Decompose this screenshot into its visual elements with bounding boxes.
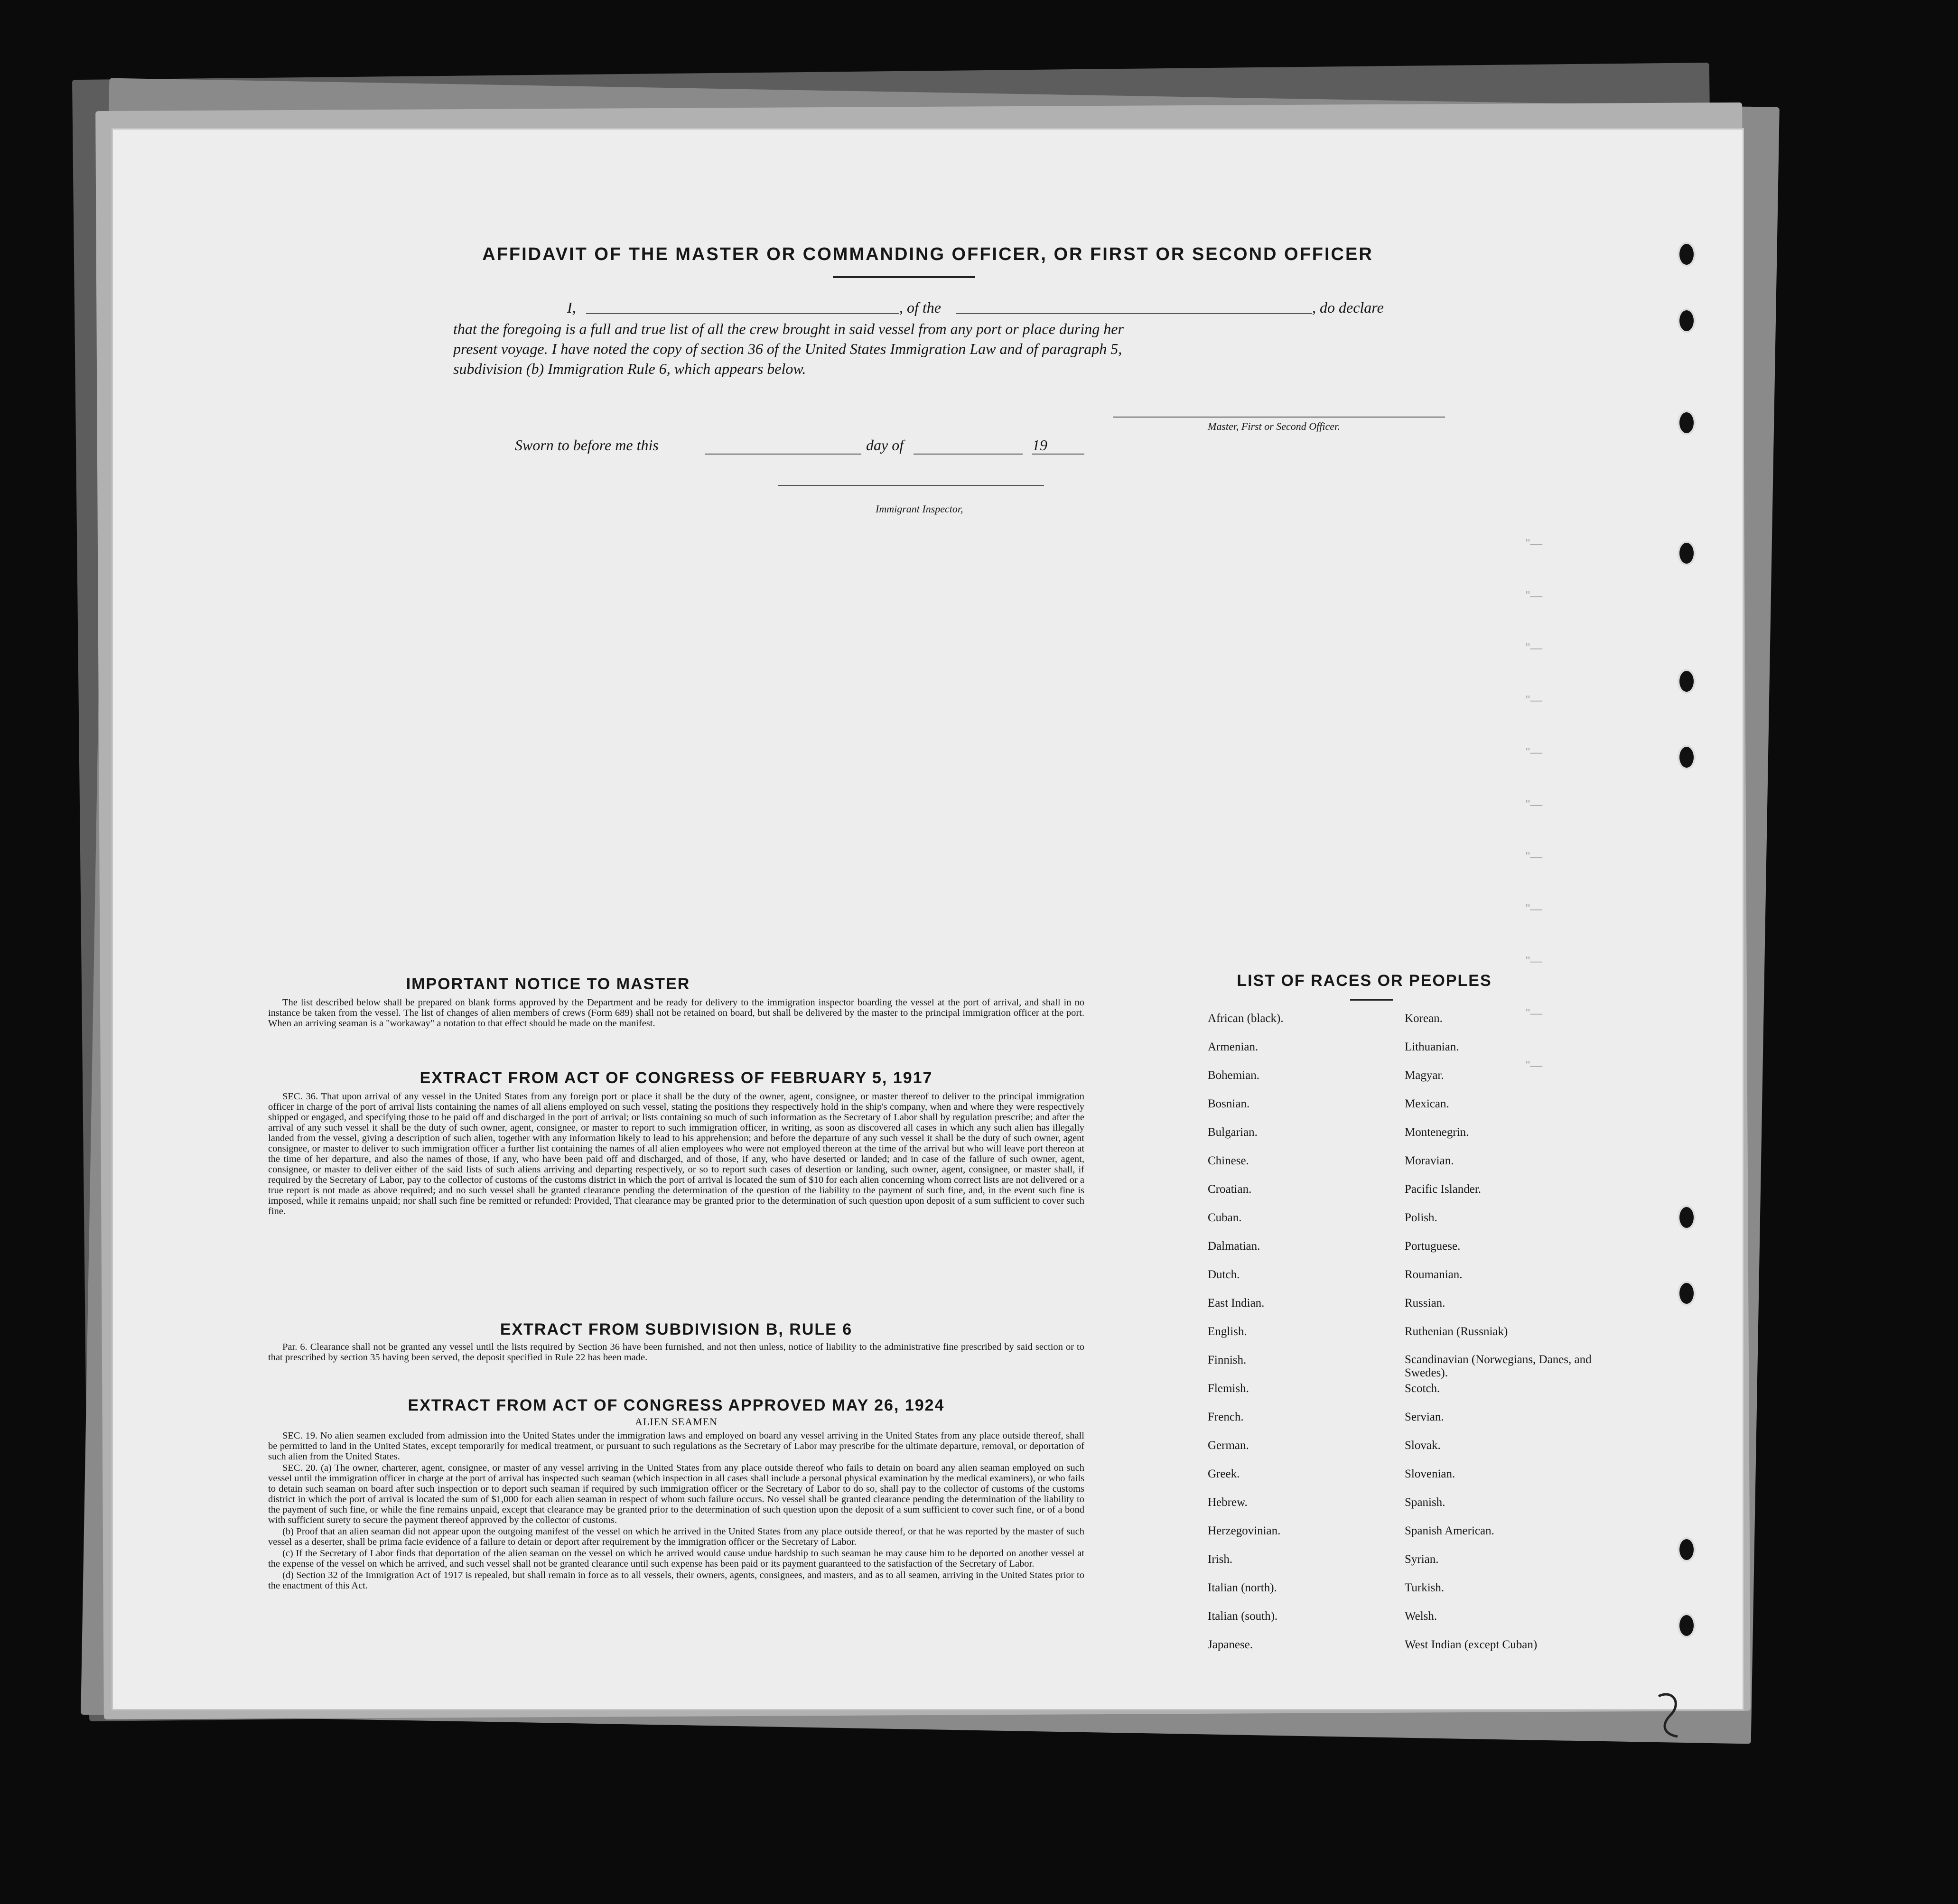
race-item: East Indian. [1208,1297,1265,1310]
race-item: Hebrew. [1208,1496,1248,1509]
extract-1924-paragraph: SEC. 19. No alien seamen excluded from admission into the United States under the immigration laws and employed on board any vessel arriving in the United States from any place outside thereof, shall be permitted to land in the United States, except temporarily for medical treatment, or pursuant to such regulations as the Secretary of Labor may prescribe for the ultimate departure, removal, or deportation of such alien from the United States. [268,1430,1084,1462]
affidavit-block [453,299,1497,379]
declare-label: , do declare [1312,299,1384,316]
affidavit-line-2: present voyage. I have noted the copy of section 36 of the United States Immigration Law and of paragraph 5, [453,340,1122,357]
extract-rule6-title: EXTRACT FROM SUBDIVISION B, RULE 6 [500,1320,853,1338]
race-item: Welsh. [1405,1610,1437,1623]
of-the-label: , of the [899,299,941,316]
race-item: Ruthenian (Russniak) [1405,1325,1508,1338]
race-item: Herzegovinian. [1208,1524,1281,1537]
race-item: French. [1208,1411,1244,1423]
race-item: Slovenian. [1405,1467,1455,1480]
extract-1924-paragraph: (c) If the Secretary of Labor finds that deportation of the alien seaman on the vessel on which he arrived would cause undue hardship to such seaman he may cause him to be deported on another vessel at the expense of the vessel on which he arrived, and such vessel shall not be granted clearance until such expense has been paid or its payment guaranteed to the satisfaction of the Secretary of Labor. [268,1548,1084,1569]
race-item: Russian. [1405,1297,1445,1310]
race-item: Armenian. [1208,1040,1259,1053]
extract-1924-paragraph: (d) Section 32 of the Immigration Act of 1917 is repealed, but shall remain in force as to all vessels, their owners, agents, consignees, and masters, and as to all seamen, arriving in the United States prior to the enactment of this Act. [268,1570,1084,1591]
race-item: Lithuanian. [1405,1040,1459,1053]
race-item: Bohemian. [1208,1069,1260,1082]
sworn-day-field[interactable] [705,454,861,455]
race-item: Croatian. [1208,1183,1252,1196]
master-caption: Master, First or Second Officer. [1208,420,1340,432]
race-item: Slovak. [1405,1439,1441,1452]
extract-1924-paragraph: SEC. 20. (a) The owner, charterer, agent, consignee, or master of any vessel arriving in the United States from any place outside thereof who fails to detain on board any alien seaman employed on such vessel until the immigration officer in charge at the port of arrival has inspected such seaman (which inspection in all cases shall include a personal physical examination by the medical examiners), or who fails to detain such seaman on board after such inspection or to deport such seaman if required by such immigration officer or the Secretary of Labor to do so, shall pay to the collector of customs of the customs district in which the port of arrival is located the sum of $1,000 for each alien seaman in respect of whom such failure occurs. No vessel shall be granted clearance pending the determination of the liability to the payment of such fine, or while the fine remains unpaid, except that clearance may be granted prior to the determination of such question upon the deposit of a sum sufficient to cover such fine, or of a bond with sufficient surety to secure the payment thereof approved by the collector of customs. [268,1463,1084,1525]
race-item: Chinese. [1208,1154,1249,1167]
extract-rule6-text: Par. 6. Clearance shall not be granted any vessel until the lists required by Section 36 have been furnished, and not then unless, notice of liability to the administrative fine prescribed by said section or to that prescribed by section 35 having been served, the deposit specified in Rule 22 has been made. [268,1342,1084,1363]
race-item: Bosnian. [1208,1097,1250,1110]
declarant-label: I, [567,299,576,316]
year-prefix: 19 [1032,437,1047,454]
binder-hole [1678,410,1696,435]
binder-hole [1678,308,1696,333]
affidavit-line-3: subdivision (b) Immigration Rule 6, which appears below. [453,360,806,377]
race-item: Italian (south). [1208,1610,1278,1623]
race-item: Mexican. [1405,1097,1449,1110]
document-page [112,128,1744,1710]
race-item: Servian. [1405,1411,1444,1423]
inspector-signature-field[interactable] [778,485,1044,486]
notice-text: The list described below shall be prepared on blank forms approved by the Department and be ready for delivery to the immigration inspector boarding the vessel at the port of arrival, and shall in no instance be taken from the vessel. The list of changes of alien members of crews (Form 689) shall not be retained on board, but shall be delivered by the master to the principal immigration officer at the port. When an arriving seaman is a "workaway" a notation to that effect should be made on the manifest. [268,997,1084,1029]
race-item: Moravian. [1405,1154,1454,1167]
sworn-year-field[interactable] [1032,454,1084,455]
race-item: Cuban. [1208,1211,1242,1224]
race-item: Dalmatian. [1208,1240,1260,1253]
binder-hole [1678,745,1696,770]
race-item: Pacific Islander. [1405,1183,1482,1196]
race-item: African (black). [1208,1012,1284,1025]
race-item: German. [1208,1439,1249,1452]
race-item: Scotch. [1405,1382,1440,1395]
race-item: Scandinavian (Norwegians, Danes, and Swedes). [1405,1353,1592,1379]
binder-hole [1678,541,1696,566]
binder-hole [1678,669,1696,694]
race-item: Bulgarian. [1208,1126,1258,1139]
extract-1917-title: EXTRACT FROM ACT OF CONGRESS OF FEBRUARY 5, 1917 [420,1069,933,1087]
binder-hole [1678,1281,1696,1306]
race-item: Portuguese. [1405,1240,1461,1253]
extract-1924-title: EXTRACT FROM ACT OF CONGRESS APPROVED MAY 26, 1924 [408,1396,945,1414]
day-of-label: day of [866,437,904,454]
race-item: Spanish. [1405,1496,1445,1509]
declarant-name-field[interactable] [586,313,899,314]
master-signature-field[interactable] [1113,417,1445,418]
race-item: West Indian (except Cuban) [1405,1638,1538,1651]
race-item: Japanese. [1208,1638,1253,1651]
races-title: LIST OF RACES OR PEOPLES [1237,972,1492,990]
extract-1924-paragraph: (b) Proof that an alien seaman did not appear upon the outgoing manifest of the vessel on which he arrived in the United States from any place outside thereof, or that he was reported by the master of such vessel as a deserter, shall be prima facie evidence of a failure to detain or deport after requirement by the immigration officer or the Secretary of Labor. [268,1526,1084,1547]
sworn-month-field[interactable] [914,454,1023,455]
race-item: Greek. [1208,1467,1240,1480]
races-right-column [1405,1012,1604,1666]
race-item: Korean. [1405,1012,1443,1025]
handwritten-mark-icon [1649,1689,1687,1741]
extract-1917-text: SEC. 36. That upon arrival of any vessel in the United States from any foreign port or place it shall be the duty of the owner, agent, consignee, or master thereof to deliver to the principal immigration officer in charge of the port of arrival lists containing the names of all aliens employed on such vessel, stating the positions they respectively hold in the ship's company, when and where they were respectively shipped or engaged, and specifying those to be paid off and discharged in the port of arrival; or lists containing so much of such information as the Secretary of Labor shall by regulation prescribe; and after the arrival of any such vessel it shall be the duty of such owner, agent, consignee, or master to report to such immigration officer, in writing, as soon as discovered all cases in which any such alien has illegally landed from the vessel, giving a description of such alien, together with any information likely to lead to his apprehension; and before the departure of any such vessel it shall be the duty of such owner, agent consignee, or master to deliver to such immigration officer a further list containing the names of all alien employees who were not employed thereon at the time of the arrival but who will leave port thereon at the time of her departure, and also the names of those, if any, who have been paid off and discharged, and of those, if any, who have deserted or landed; and in case of the failure of such owner, agent, consignee, or master to deliver either of the said lists of such aliens arriving and departing respectively, or so to report such cases of desertion or landing, such owner, agent, consignee, or master shall, if required by the Secretary of Labor, pay to the collector of customs of the customs district in which the port of arrival is located the sum of $10 for each alien concerning whom correct lists are not delivered or a true report is not made as above required; and no such vessel shall be granted clearance pending the determination of the question of the liability to the payment of such fine, and, in the event such fine is imposed, while it remains unpaid; nor shall such fine be remitted or refunded: Provided, That clearance may be granted prior to the determination of such question upon deposit of a sum sufficient to cover such fine. [268,1091,1084,1217]
vessel-name-field[interactable] [956,313,1312,314]
race-item: Irish. [1208,1553,1233,1566]
race-item: Montenegrin. [1405,1126,1469,1139]
races-left-column [1208,1012,1398,1666]
binder-hole [1678,1205,1696,1230]
notice-title: IMPORTANT NOTICE TO MASTER [406,975,690,993]
binder-hole [1678,1537,1696,1562]
race-item: Finnish. [1208,1354,1247,1366]
ghost-table-marks: "— "— "— "— "— "— "— "— "— "— "— [1526,536,1543,1072]
race-item: Roumanian. [1405,1268,1463,1281]
races-title-underline [1350,999,1393,1001]
race-item: Turkish. [1405,1581,1445,1594]
race-item: Magyar. [1405,1069,1444,1082]
affidavit-title: AFFIDAVIT OF THE MASTER OR COMMANDING OFFICER, OR FIRST OR SECOND OFFICER [482,244,1373,264]
affidavit-line-1: that the foregoing is a full and true list of all the crew brought in said vessel from any port or place during her [453,320,1124,337]
race-item: Flemish. [1208,1382,1249,1395]
binder-hole [1678,1613,1696,1638]
race-item: Polish. [1405,1211,1437,1224]
race-item: Syrian. [1405,1553,1439,1566]
sworn-label: Sworn to before me this [515,437,659,454]
race-item: Italian (north). [1208,1581,1277,1594]
race-item: Dutch. [1208,1268,1240,1281]
extract-1924-text [268,1430,1084,1592]
race-item: English. [1208,1325,1247,1338]
title-underline [833,276,975,278]
extract-1924-subtitle: ALIEN SEAMEN [635,1416,718,1428]
sworn-line [515,437,1274,460]
race-item: Spanish American. [1405,1524,1494,1537]
inspector-caption: Immigrant Inspector, [876,503,963,515]
